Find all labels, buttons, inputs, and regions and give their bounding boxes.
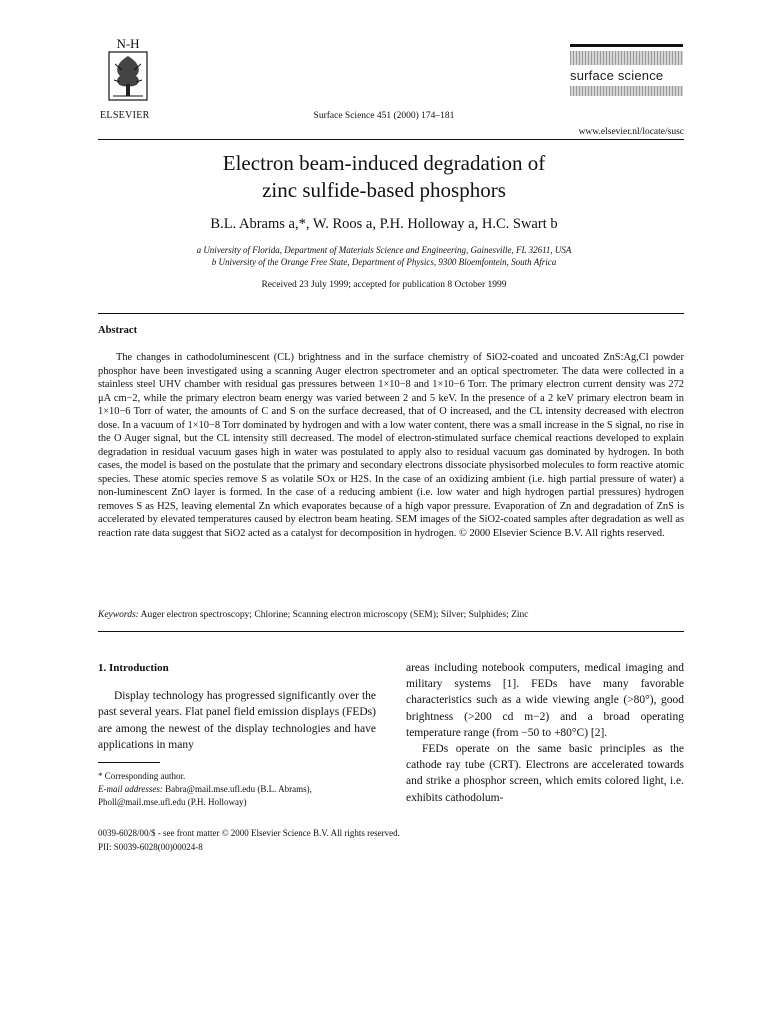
publisher-name: ELSEVIER xyxy=(100,110,150,121)
footnote-divider xyxy=(98,762,160,763)
abstract-heading: Abstract xyxy=(98,325,138,336)
title-line-2: zinc sulfide-based phosphors xyxy=(262,178,506,202)
abstract-text: The changes in cathodoluminescent (CL) brightness and in the surface chemistry of SiO2-coated and uncoated ZnS:Ag,Cl powder phosphor have been investigated using a scanning Auger electron spectrometer and an optical spectrometer. The data were collected in a stainless steel UHV chamber with residual gas pressures between 1×10−8 and 1×10−6 Torr. The primary electron current density was 272 μA cm−2, while the primary electron beam energy was varied between 2 and 5 keV. In the presence of a 2 keV primary electron beam in 1×10−6 Torr of water, the amounts of C and S on the surface decreased, that of O increased, and the CL intensity decreased with electron dose. In a vacuum of 1×10−8 Torr dominated by hydrogen and with a low water content, there was a small increase in the S signal, no rise in the O Auger signal, but the CL intensity still decreased. The model of electron-stimulated surface chemical reactions developed to explain degradation in residual vacuum gases high in water was postulated to apply also to residual vacuum gas dominated by hydrogen. In both cases, the model is based on the postulate that the primary and secondary electrons dissociate physisorbed molecules to form reactive atomic species. These atomic species remove S as volatile SOx or H2S. In the case of an oxidizing ambient (i.e. high partial pressure of water) a non-luminescent ZnO layer is formed. In the case of a reducing ambient (i.e. low water and high hydrogen partial pressures) hydrogen removes S as H2S, leaving elemental Zn which evaporates because of a high vapor pressure. Evaporation of Zn and degradation of ZnS is accelerated by elevated temperatures caused by electron beam heating. SEM images of the SiO2-coated samples after degradation as well as reaction rate data suggest that SiO2 acted as a catalyst for decomposition in hydrogen. © 2000 Elsevier Science B.V. All rights reserved. xyxy=(98,352,684,539)
header-divider xyxy=(98,139,684,140)
publisher-mark: N-H xyxy=(116,36,140,51)
corresponding-author-note: * Corresponding author. xyxy=(98,771,186,781)
email-addresses[interactable]: Babra@mail.mse.ufl.edu (B.L. Abrams), Pholl@mail.mse.ufl.edu (P.H. Holloway) xyxy=(98,784,312,807)
email-note xyxy=(98,783,376,809)
intro-paragraph-continued: areas including notebook computers, medical imaging and military systems [1]. FEDs have many favorable characteristics such as a wide viewing angle (>80°), good brightness (>200 cd m−2) and a broad operating temperature range (from −50 to +80°C) [2]. xyxy=(406,662,684,739)
abstract-bottom-divider xyxy=(98,631,684,632)
intro-paragraph-2: FEDs operate on the same basic principles as the cathode ray tube (CRT). Electrons are accelerated towards and strike a phosphor screen, which emits colored light, i.e. exhibits cathodolum- xyxy=(406,743,684,804)
keywords-line xyxy=(98,610,529,620)
journal-name: surface science xyxy=(570,68,664,83)
elsevier-tree-logo xyxy=(100,36,156,110)
keywords-label: Keywords: xyxy=(98,610,139,620)
paper-title xyxy=(0,150,768,204)
left-column xyxy=(98,660,376,753)
abstract-top-divider xyxy=(98,313,684,314)
journal-logo xyxy=(570,44,683,96)
section-heading: 1. Introduction xyxy=(98,662,169,674)
right-column xyxy=(406,660,684,806)
pii-line: PII: S0039-6028(00)00024-8 xyxy=(98,842,203,852)
email-label: E-mail addresses: xyxy=(98,784,163,794)
keywords-list: Auger electron spectroscopy; Chlorine; Scanning electron microscopy (SEM); Silver; Sulphides; Zinc xyxy=(140,610,529,620)
received-dates: Received 23 July 1999; accepted for publication 8 October 1999 xyxy=(261,280,507,290)
front-matter xyxy=(98,826,400,854)
intro-paragraph-1: Display technology has progressed significantly over the past several years. Flat panel field emission displays (FEDs) are among the newest of the display technologies and have applications in many xyxy=(98,690,376,751)
affiliation-b: b University of the Orange Free State, Department of Physics, 9300 Bloemfontein, South Africa xyxy=(211,257,557,267)
journal-citation: Surface Science 451 (2000) 174–181 xyxy=(313,111,455,121)
author-list: B.L. Abrams a,*, W. Roos a, P.H. Holloway a, H.C. Swart b xyxy=(210,216,558,232)
title-line-1: Electron beam-induced degradation of xyxy=(222,151,546,175)
journal-url[interactable]: www.elsevier.nl/locate/susc xyxy=(578,127,684,137)
copyright-line: 0039-6028/00/$ - see front matter © 2000 Elsevier Science B.V. All rights reserved. xyxy=(98,828,400,838)
affiliation-a: a University of Florida, Department of Materials Science and Engineering, Gainesville, FL 32611, USA xyxy=(196,245,572,255)
footnotes xyxy=(98,770,376,809)
